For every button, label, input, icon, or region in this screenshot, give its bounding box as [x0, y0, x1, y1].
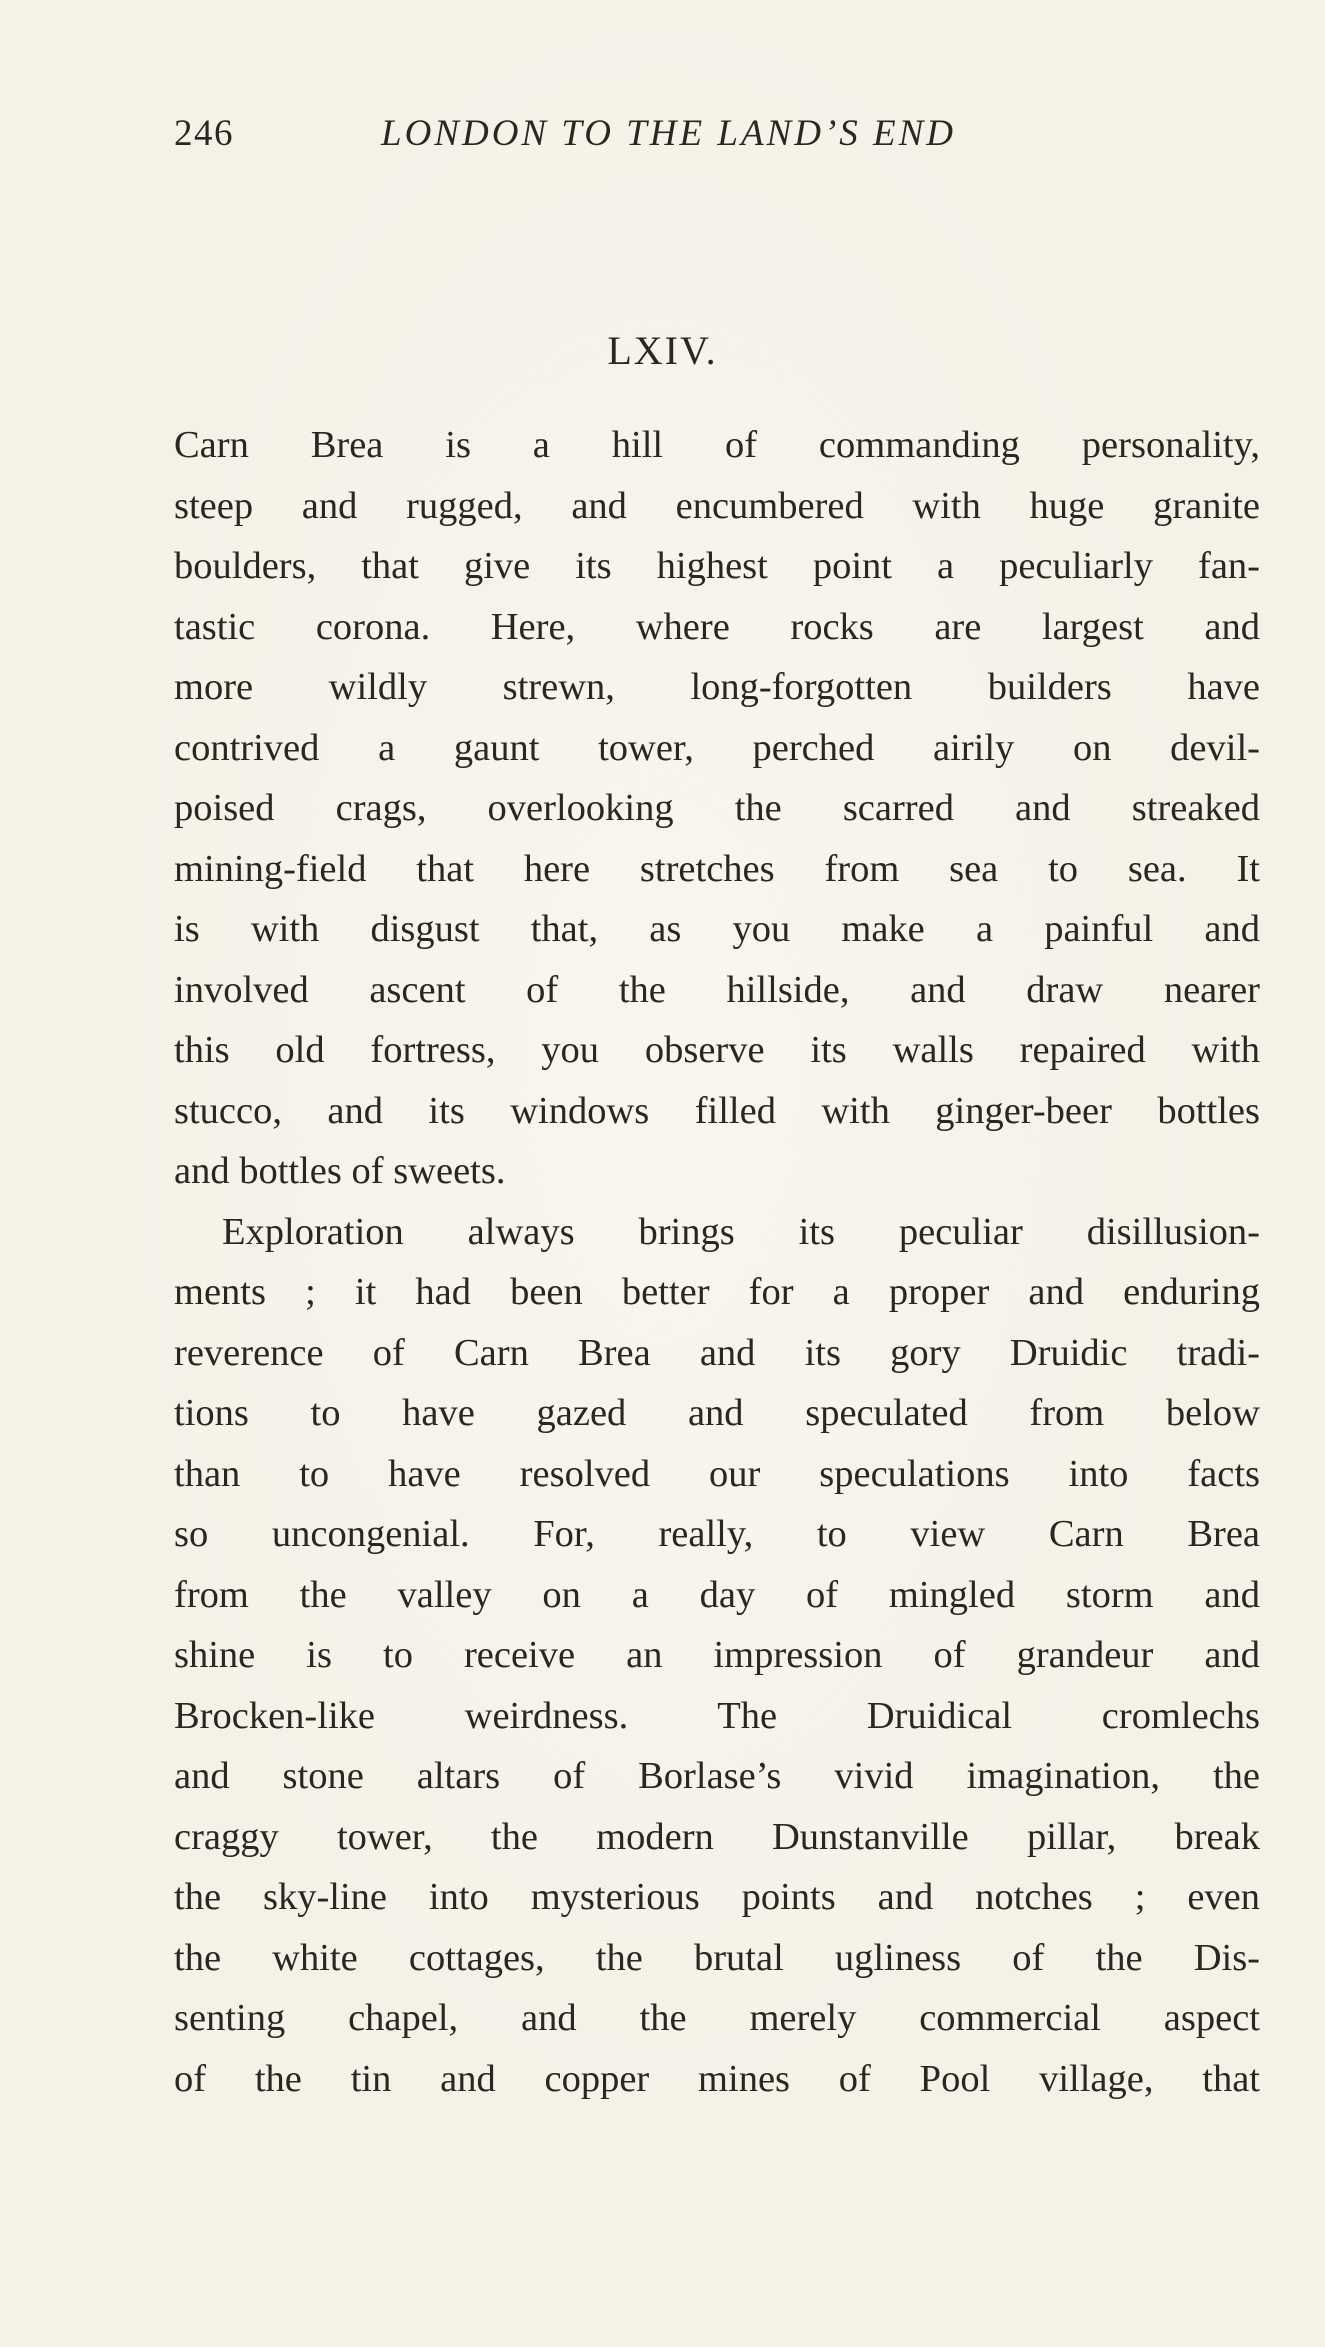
chapter-heading: LXIV. — [607, 328, 718, 373]
text-line: involved ascent of the hillside, and draw nearer — [174, 968, 1260, 1011]
text-line: poised crags, overlooking the scarred and streaked — [174, 787, 1260, 829]
text-line: and bottles of sweets. — [174, 1150, 506, 1192]
text-line: steep and rugged, and encumbered with huge granite — [174, 484, 1260, 527]
text-line: senting chapel, and the merely commercial aspect — [174, 1997, 1260, 2039]
running-title: LONDON TO THE LAND’S END — [381, 113, 957, 154]
text-line: Exploration always brings its peculiar disillusion- — [222, 1210, 1260, 1253]
page-number: 246 — [174, 113, 234, 154]
running-header — [174, 112, 1084, 164]
text-line: contrived a gaunt tower, perched airily on devil- — [174, 726, 1260, 769]
text-line: than to have resolved our speculations into facts — [174, 1452, 1260, 1495]
text-line: and stone altars of Borlase’s vivid imagination, the — [174, 1755, 1260, 1797]
text-line: ments ; it had been better for a proper and enduring — [174, 1271, 1260, 1313]
text-line: boulders, that give its highest point a peculiarly fan- — [174, 545, 1260, 587]
text-line: the white cottages, the brutal ugliness of the Dis- — [174, 1936, 1260, 1979]
text-line: more wildly strewn, long-forgotten builders have — [174, 666, 1260, 708]
text-line: mining-field that here stretches from sea to sea. It — [174, 847, 1260, 890]
text-line: this old fortress, you observe its walls repaired with — [174, 1029, 1260, 1071]
text-line: tions to have gazed and speculated from below — [174, 1392, 1260, 1434]
text-line: of the tin and copper mines of Pool village, that — [174, 2057, 1260, 2100]
text-line: so uncongenial. For, really, to view Carn Brea — [174, 1513, 1260, 1555]
text-line: craggy tower, the modern Dunstanville pillar, break — [174, 1815, 1260, 1858]
text-line: reverence of Carn Brea and its gory Druidic tradi- — [174, 1331, 1260, 1374]
text-line: Brocken-like weirdness. The Druidical cromlechs — [174, 1694, 1260, 1737]
body-text — [174, 415, 1260, 2109]
text-line: tastic corona. Here, where rocks are largest and — [174, 605, 1260, 648]
text-line: shine is to receive an impression of grandeur and — [174, 1634, 1260, 1676]
text-line: Carn Brea is a hill of commanding personality, — [174, 424, 1260, 466]
text-line: stucco, and its windows filled with ginger-beer bottles — [174, 1089, 1260, 1132]
text-line: is with disgust that, as you make a painful and — [174, 908, 1260, 950]
text-line: from the valley on a day of mingled storm and — [174, 1573, 1260, 1616]
text-line: the sky-line into mysterious points and notches ; even — [174, 1876, 1260, 1918]
